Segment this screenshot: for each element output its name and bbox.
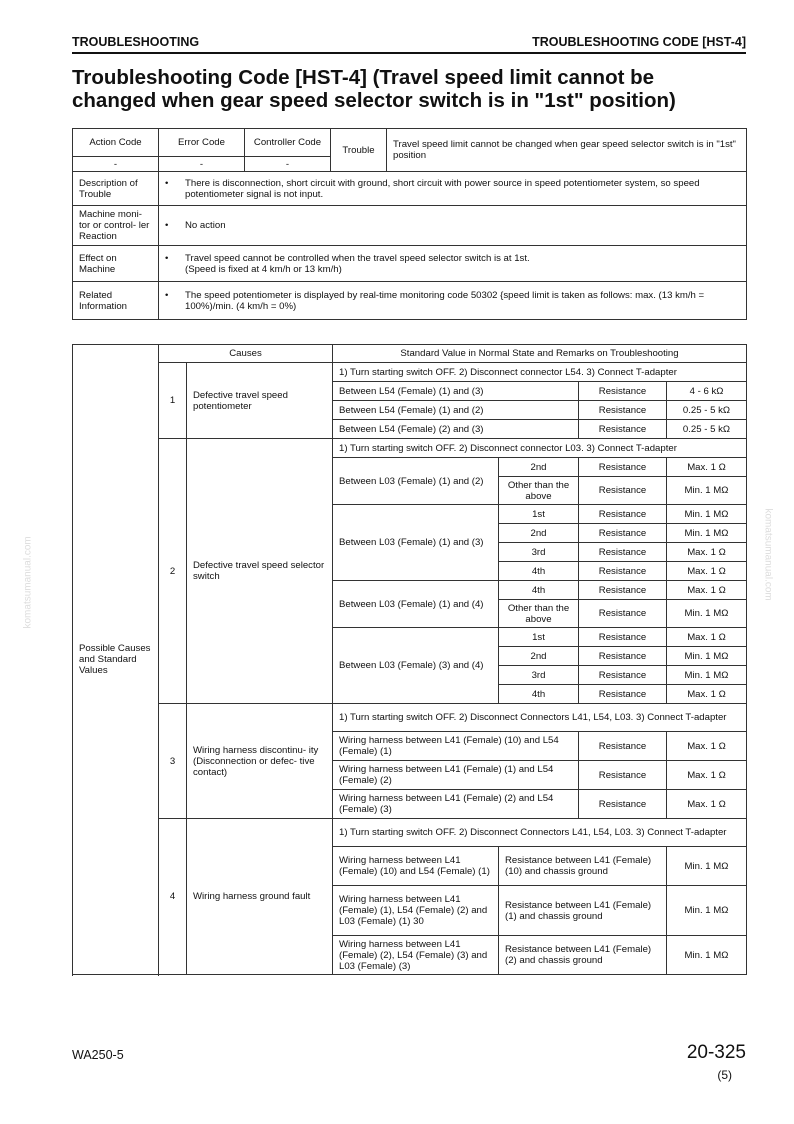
standard-value: Min. 1 MΩ — [667, 505, 747, 524]
measure-kind: Resistance — [579, 382, 667, 401]
measure-kind: Resistance — [579, 600, 667, 628]
standard-value: Max. 1 Ω — [667, 761, 747, 790]
measure-kind: Resistance — [579, 790, 667, 819]
measure-point: Wiring harness between L41 (Female) (10) and L54 (Female) (1) — [333, 732, 579, 761]
standard-value: Max. 1 Ω — [667, 562, 747, 581]
effect-text-1: Travel speed cannot be controlled when the travel speed selector switch is at 1st. — [185, 252, 530, 264]
page-title — [72, 66, 752, 112]
cause-name: Defective travel speed potentiometer — [187, 363, 333, 439]
error-code-value: - — [159, 157, 245, 172]
measure-point: Wiring harness between L41 (Female) (1) and L54 (Female) (2) — [333, 761, 579, 790]
measure-point: Between L03 (Female) (1) and (4) — [333, 581, 499, 628]
model-number: WA250-5 — [72, 1048, 124, 1062]
causes-header: Causes — [159, 345, 333, 363]
cause-number: 1 — [159, 363, 187, 439]
measure-kind: Resistance between L41 (Female) (2) and chassis ground — [499, 936, 667, 975]
standard-value: Min. 1 MΩ — [667, 847, 747, 886]
cause-number: 3 — [159, 704, 187, 819]
summary-table — [72, 128, 747, 320]
cause-name: Wiring harness ground fault — [187, 819, 333, 975]
effect-text-2: (Speed is fixed at 4 km/h or 13 km/h) — [185, 263, 342, 275]
measure-kind: Resistance — [579, 458, 667, 477]
measure-point: Between L54 (Female) (2) and (3) — [333, 420, 579, 439]
measure-point: Between L03 (Female) (3) and (4) — [333, 628, 499, 704]
standard-value: Min. 1 MΩ — [667, 936, 747, 975]
procedure-step: 1) Turn starting switch OFF. 2) Disconnect connector L03. 3) Connect T-adapter — [333, 439, 747, 458]
measure-point: Between L54 (Female) (1) and (3) — [333, 382, 579, 401]
cause-number: 4 — [159, 819, 187, 975]
standard-value: 0.25 - 5 kΩ — [667, 420, 747, 439]
standard-value: 0.25 - 5 kΩ — [667, 401, 747, 420]
standard-value: Max. 1 Ω — [667, 732, 747, 761]
cause-number: 2 — [159, 439, 187, 704]
measure-kind: Resistance — [579, 505, 667, 524]
measure-kind: Resistance — [579, 581, 667, 600]
measure-kind: Resistance — [579, 562, 667, 581]
title-line-1: Troubleshooting Code [HST-4] (Travel speed limit cannot be — [72, 66, 655, 89]
header-left: TROUBLESHOOTING — [72, 35, 200, 49]
bullet: • — [165, 177, 169, 189]
running-header — [72, 34, 746, 54]
action-code-value: - — [73, 157, 159, 172]
measure-kind: Resistance — [579, 761, 667, 790]
measure-kind: Resistance — [579, 732, 667, 761]
description-text: There is disconnection, short circuit with ground, short circuit with power source in speed potentiometer system, so speed potentiometer signal is not input. — [185, 177, 700, 200]
switch-position: 3rd — [499, 543, 579, 562]
procedure-step: 1) Turn starting switch OFF. 2) Disconnect Connectors L41, L54, L03. 3) Connect T-adapter — [333, 819, 747, 847]
cause-name: Wiring harness discontinu- ity (Disconnection or defec- tive contact) — [187, 704, 333, 819]
measure-kind: Resistance — [579, 647, 667, 666]
standard-value: Max. 1 Ω — [667, 685, 747, 704]
measure-kind: Resistance — [579, 401, 667, 420]
reaction-text: No action — [185, 220, 226, 231]
page-number: 20-325 — [686, 1042, 746, 1063]
related-text: The speed potentiometer is displayed by real-time monitoring code 50302 {speed limit is taken as follows: max. (13 km/h = 100%)/min. (4 km/h = 0%) — [185, 289, 705, 312]
switch-position: 2nd — [499, 647, 579, 666]
bullet: • — [165, 220, 169, 231]
error-code-header: Error Code — [159, 129, 245, 157]
standard-value: Max. 1 Ω — [667, 543, 747, 562]
measure-kind: Resistance — [579, 524, 667, 543]
standard-value: Max. 1 Ω — [667, 628, 747, 647]
causes-table — [72, 344, 747, 975]
revision: (5) — [717, 1068, 732, 1082]
switch-position: 3rd — [499, 666, 579, 685]
action-code-header: Action Code — [73, 129, 159, 157]
measure-kind: Resistance — [579, 666, 667, 685]
switch-position: 1st — [499, 505, 579, 524]
controller-code-header: Controller Code — [245, 129, 331, 157]
measure-point: Between L03 (Female) (1) and (3) — [333, 505, 499, 581]
watermark-right: komatsumanual.com — [762, 508, 774, 601]
possible-causes-label: Possible Causes and Standard Values — [73, 345, 159, 975]
procedure-step: 1) Turn starting switch OFF. 2) Disconnect Connectors L41, L54, L03. 3) Connect T-adapter — [333, 704, 747, 732]
standard-value: Max. 1 Ω — [667, 458, 747, 477]
measure-kind: Resistance — [579, 477, 667, 505]
bullet: • — [165, 289, 169, 301]
measure-point: Between L54 (Female) (1) and (2) — [333, 401, 579, 420]
standard-value: Min. 1 MΩ — [667, 666, 747, 685]
trouble-text: Travel speed limit cannot be changed when gear speed selector switch is in "1st" position — [387, 129, 747, 172]
cause-name: Defective travel speed selector switch — [187, 439, 333, 704]
standard-value: Min. 1 MΩ — [667, 477, 747, 505]
related-label: Related Information — [73, 282, 159, 320]
switch-position: Other than the above — [499, 477, 579, 505]
header-right: TROUBLESHOOTING CODE [HST-4] — [532, 35, 746, 49]
effect-label: Effect on Machine — [73, 246, 159, 282]
measure-point: Wiring harness between L41 (Female) (1), L54 (Female) (2) and L03 (Female) (1) 30 — [333, 886, 499, 936]
measure-point: Wiring harness between L41 (Female) (10) and L54 (Female) (1) — [333, 847, 499, 886]
measure-kind: Resistance between L41 (Female) (1) and chassis ground — [499, 886, 667, 936]
procedure-step: 1) Turn starting switch OFF. 2) Disconnect connector L54. 3) Connect T-adapter — [333, 363, 747, 382]
bullet: • — [165, 252, 169, 264]
measure-kind: Resistance — [579, 420, 667, 439]
reaction-label: Machine moni- tor or control- ler Reaction — [73, 206, 159, 246]
switch-position: 2nd — [499, 524, 579, 543]
standard-value: Max. 1 Ω — [667, 581, 747, 600]
measure-kind: Resistance — [579, 628, 667, 647]
switch-position: 1st — [499, 628, 579, 647]
standard-header: Standard Value in Normal State and Remarks on Troubleshooting — [333, 345, 747, 363]
switch-position: 4th — [499, 562, 579, 581]
trouble-label: Trouble — [331, 129, 387, 172]
standard-value: Min. 1 MΩ — [667, 524, 747, 543]
measure-point: Wiring harness between L41 (Female) (2), L54 (Female) (3) and L03 (Female) (3) — [333, 936, 499, 975]
standard-value: Max. 1 Ω — [667, 790, 747, 819]
switch-position: Other than the above — [499, 600, 579, 628]
switch-position: 2nd — [499, 458, 579, 477]
measure-kind: Resistance — [579, 543, 667, 562]
standard-value: Min. 1 MΩ — [667, 600, 747, 628]
title-line-2: changed when gear speed selector switch is in "1st" position) — [72, 89, 676, 112]
measure-kind: Resistance — [579, 685, 667, 704]
measure-kind: Resistance between L41 (Female) (10) and chassis ground — [499, 847, 667, 886]
standard-value: Min. 1 MΩ — [667, 647, 747, 666]
watermark-left: komatsumanual.com — [22, 536, 34, 629]
standard-value: 4 - 6 kΩ — [667, 382, 747, 401]
measure-point: Wiring harness between L41 (Female) (2) and L54 (Female) (3) — [333, 790, 579, 819]
description-label: Description of Trouble — [73, 172, 159, 206]
measure-point: Between L03 (Female) (1) and (2) — [333, 458, 499, 505]
standard-value: Min. 1 MΩ — [667, 886, 747, 936]
switch-position: 4th — [499, 685, 579, 704]
switch-position: 4th — [499, 581, 579, 600]
controller-code-value: - — [245, 157, 331, 172]
